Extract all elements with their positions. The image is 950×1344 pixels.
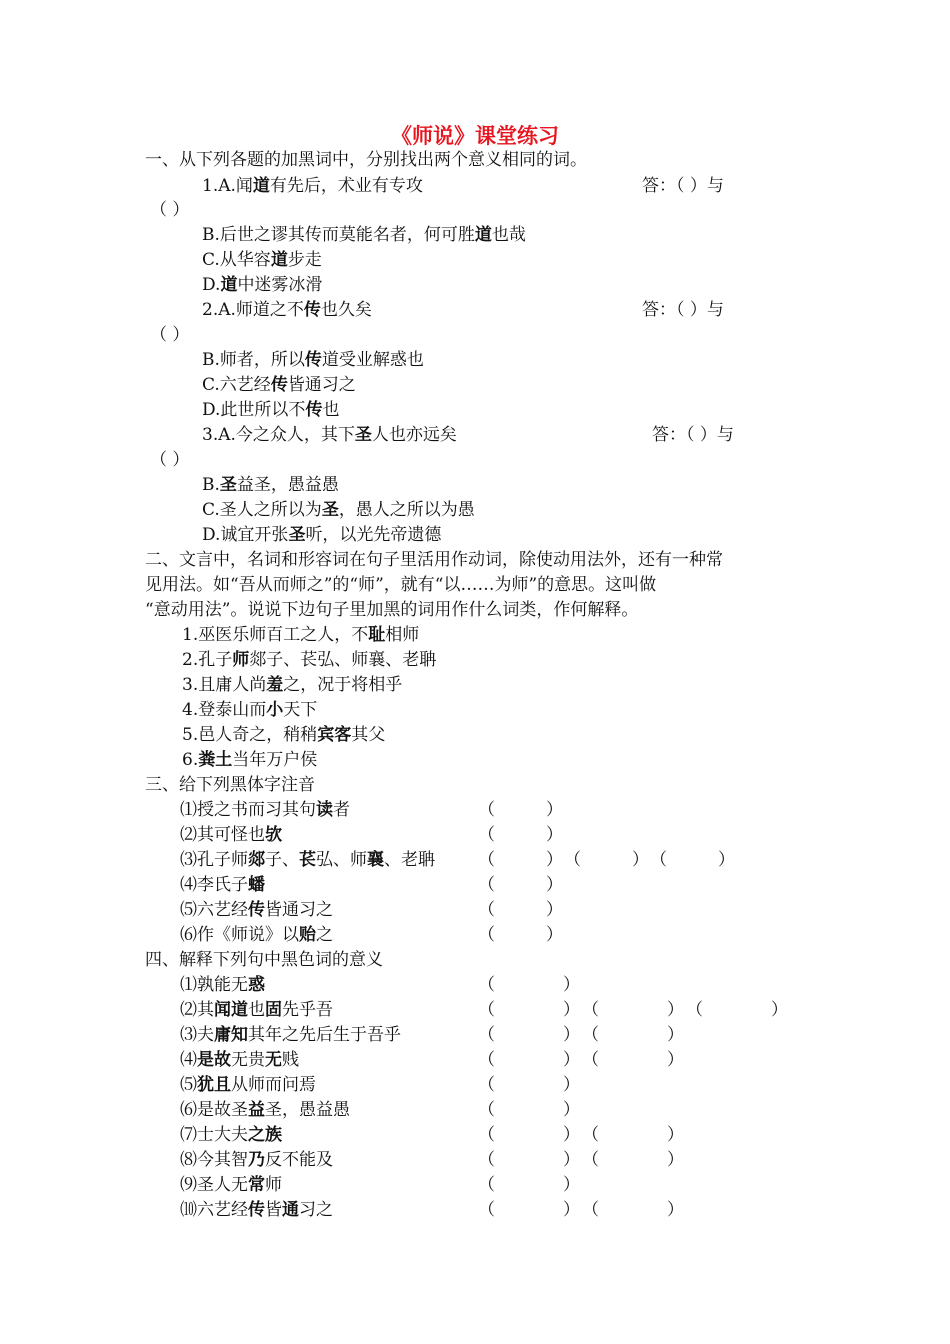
s4-item-8-blank-1[interactable]: （ ） bbox=[478, 1150, 580, 1170]
s1-q1-option-b: B.后世之谬其传而莫能名者，何可胜道也哉 bbox=[202, 225, 526, 245]
s4-item-8: ⑻今其智乃反不能及 bbox=[180, 1150, 333, 1170]
s3-item-6-blank[interactable]: （ ） bbox=[478, 925, 563, 945]
s4-item-3-blank-2[interactable]: （ ） bbox=[582, 1025, 684, 1045]
s4-item-7-blank-1[interactable]: （ ） bbox=[478, 1125, 580, 1145]
s4-item-2-blank-1[interactable]: （ ） bbox=[478, 1000, 580, 1020]
s1-q3-answer-wrap: （ ） bbox=[150, 450, 190, 470]
s4-item-4-blank-1[interactable]: （ ） bbox=[478, 1050, 580, 1070]
s1-q2-option-b: B.师者，所以传道受业解惑也 bbox=[202, 350, 424, 370]
s3-item-1-blank[interactable]: （ ） bbox=[478, 800, 563, 820]
s1-q1-answer-wrap: （ ） bbox=[150, 200, 190, 220]
s2-item-3: 3.且庸人尚羞之，况于将相乎 bbox=[182, 675, 403, 695]
s3-item-5: ⑸六艺经传皆通习之 bbox=[180, 900, 333, 920]
s4-item-3-blank-1[interactable]: （ ） bbox=[478, 1025, 580, 1045]
s4-item-7-blank-2[interactable]: （ ） bbox=[582, 1125, 684, 1145]
s1-q3-option-c: C.圣人之所以为圣，愚人之所以为愚 bbox=[202, 500, 475, 520]
s1-q2-answer-wrap: （ ） bbox=[150, 325, 190, 345]
s4-item-10-blank-1[interactable]: （ ） bbox=[478, 1200, 580, 1220]
s4-item-1: ⑴孰能无惑 bbox=[180, 975, 265, 995]
s1-q2-option-d: D.此世所以不传也 bbox=[202, 400, 340, 420]
s2-item-6: 6.粪土当年万户侯 bbox=[182, 750, 318, 770]
section-2-line-2: 见用法。如“吾从而师之”的“师”，就有“以……为师”的意思。这叫做 bbox=[145, 575, 657, 595]
s4-item-5-blank[interactable]: （ ） bbox=[478, 1075, 580, 1095]
s3-item-4-blank[interactable]: （ ） bbox=[478, 875, 563, 895]
s4-item-6: ⑹是故圣益圣，愚益愚 bbox=[180, 1100, 350, 1120]
s3-item-1: ⑴授之书而习其句读者 bbox=[180, 800, 350, 820]
s1-q3-answer-label: 答：（ ）与 bbox=[652, 425, 734, 445]
s3-item-4: ⑷李氏子蟠 bbox=[180, 875, 265, 895]
s4-item-8-blank-2[interactable]: （ ） bbox=[582, 1150, 684, 1170]
s4-item-2-blank-2[interactable]: （ ） bbox=[582, 1000, 684, 1020]
s4-item-2-blank-3[interactable]: （ ） bbox=[686, 1000, 788, 1020]
section-1-heading: 一、从下列各题的加黑词中，分别找出两个意义相同的词。 bbox=[145, 150, 587, 170]
s2-item-5: 5.邑人奇之，稍稍宾客其父 bbox=[182, 725, 386, 745]
s1-q1-option-c: C.从华容道步走 bbox=[202, 250, 322, 270]
s1-q2-answer-label: 答：（ ）与 bbox=[642, 300, 724, 320]
s3-item-3: ⑶孔子师郯子、苌弘、师襄、老聃 bbox=[180, 850, 435, 870]
s1-q2-option-a: 2.A.师道之不传也久矣 bbox=[202, 300, 372, 320]
s1-q1-answer-label: 答：（ ）与 bbox=[642, 176, 724, 196]
s1-q3-option-b: B.圣益圣，愚益愚 bbox=[202, 475, 339, 495]
s2-item-2: 2.孔子师郯子、苌弘、师襄、老聃 bbox=[182, 650, 437, 670]
s2-item-1: 1.巫医乐师百工之人，不耻相师 bbox=[182, 625, 420, 645]
s4-item-5: ⑸犹且从师而问焉 bbox=[180, 1075, 316, 1095]
s4-item-9-blank[interactable]: （ ） bbox=[478, 1175, 580, 1195]
s4-item-10: ⑽六艺经传皆通习之 bbox=[180, 1200, 333, 1220]
s2-item-4: 4.登泰山而小天下 bbox=[182, 700, 318, 720]
section-4-heading: 四、解释下列句中黑色词的意义 bbox=[145, 950, 383, 970]
s1-q3-option-a: 3.A.今之众人，其下圣人也亦远矣 bbox=[202, 425, 457, 445]
s3-item-3-blank-1[interactable]: （ ） bbox=[478, 850, 563, 870]
page-title: 《师说》课堂练习 bbox=[391, 124, 559, 148]
s4-item-3: ⑶夫庸知其年之先后生于吾乎 bbox=[180, 1025, 401, 1045]
s1-q3-option-d: D.诚宜开张圣听，以光先帝遗德 bbox=[202, 525, 442, 545]
s3-item-5-blank[interactable]: （ ） bbox=[478, 900, 563, 920]
s3-item-3-blank-3[interactable]: （ ） bbox=[650, 850, 735, 870]
s4-item-7: ⑺士大夫之族 bbox=[180, 1125, 282, 1145]
s4-item-4-blank-2[interactable]: （ ） bbox=[582, 1050, 684, 1070]
section-3-heading: 三、给下列黑体字注音 bbox=[145, 775, 315, 795]
s1-q1-option-d: D.道中迷雾冰滑 bbox=[202, 275, 323, 295]
s3-item-2-blank[interactable]: （ ） bbox=[478, 825, 563, 845]
s3-item-2: ⑵其可怪也欤 bbox=[180, 825, 282, 845]
s4-item-4: ⑷是故无贵无贱 bbox=[180, 1050, 299, 1070]
s4-item-2: ⑵其闻道也固先乎吾 bbox=[180, 1000, 333, 1020]
s3-item-3-blank-2[interactable]: （ ） bbox=[564, 850, 649, 870]
section-2-line-3: “意动用法”。说说下边句子里加黑的词用作什么词类，作何解释。 bbox=[145, 600, 639, 620]
s4-item-1-blank[interactable]: （ ） bbox=[478, 975, 580, 995]
s4-item-9: ⑼圣人无常师 bbox=[180, 1175, 282, 1195]
s3-item-6: ⑹作《师说》以贻之 bbox=[180, 925, 333, 945]
s4-item-6-blank[interactable]: （ ） bbox=[478, 1100, 580, 1120]
section-2-line-1: 二、文言中，名词和形容词在句子里活用作动词，除使动用法外，还有一种常 bbox=[145, 550, 723, 570]
s1-q1-option-a: 1.A.闻道有先后，术业有专攻 bbox=[202, 176, 423, 196]
s1-q2-option-c: C.六艺经传皆通习之 bbox=[202, 375, 356, 395]
s4-item-10-blank-2[interactable]: （ ） bbox=[582, 1200, 684, 1220]
